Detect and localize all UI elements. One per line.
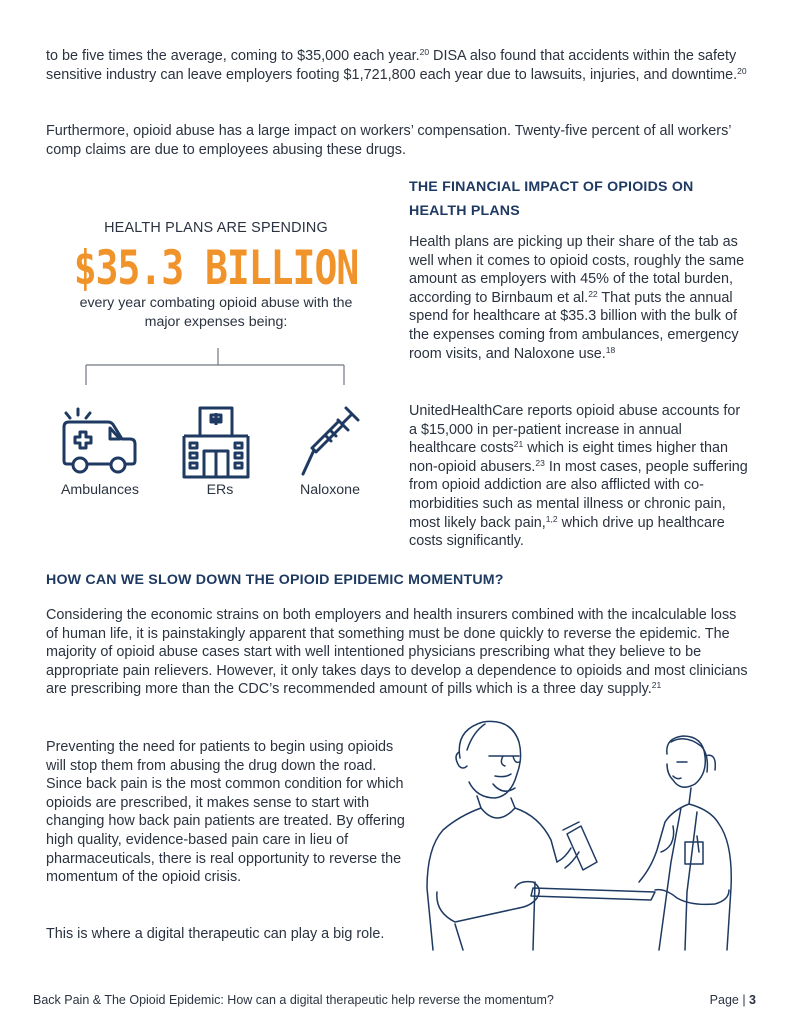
syringe-icon <box>298 402 364 478</box>
momentum-paragraph-3: This is where a digital therapeutic can play a big role. <box>46 926 385 942</box>
infographic-caption: HEALTH PLANS ARE SPENDING <box>104 220 328 236</box>
hospital-icon <box>180 405 252 481</box>
label-naloxone: Naloxone <box>300 482 360 498</box>
ambulance-icon <box>58 405 142 477</box>
footer-title: Back Pain & The Opioid Epidemic: How can a digital therapeutic help reverse the momentum? <box>33 993 554 1007</box>
infographic-subtitle: every year combating opioid abuse with the major expenses being: <box>79 295 353 330</box>
intro-paragraph-1: to be five times the average, coming to $35,000 each year.$^{20}$ DISA also found that accidents within the safety sensitive industry can leave employers footing $1,721,800 each year due to lawsuits, injuries, and downtime.$^{20}$ <box>46 47 747 83</box>
label-ambulances: Ambulances <box>60 482 140 498</box>
financial-paragraph-1: Health plans are picking up their share of the tab as well when it comes to opioid costs, roughly the same amount as employers with 45% of the total burden, according to Birnbaum et al.$^{22}$ That puts the annual spend for healthcare at $35.3 billion with the bulk of the expenses coming from ambulances, emergency room visits, and Naloxone use.$^{18}$ <box>409 234 745 362</box>
momentum-paragraph-1: Considering the economic strains on both employers and health insurers combined with the incalculable loss of human life, it is painstakingly apparent that something must be done quickly to reverse the epidemic. The majority of opioid abuse cases start with well intentioned physicians prescribing what they believe to be appropriate pain relievers. However, it only takes days to develop a dependence to opioids and most clinicians are prescribing more than the CDC’s recommended amount of pills which is a three day supply.$^{21}$ <box>46 607 748 698</box>
footer-page: Page | 3 <box>709 993 756 1007</box>
intro-paragraph-2: Furthermore, opioid abuse has a large impact on workers’ compensation. Twenty-five percent of all workers’ comp claims are due to employees abusing these drugs. <box>46 123 731 158</box>
patient-doctor-illustration <box>415 712 760 962</box>
bracket-connector <box>80 345 350 390</box>
label-ers: ERs <box>206 482 234 498</box>
momentum-paragraph-2: Preventing the need for patients to begin using opioids will stop them from abusing the drug down the road. Since back pain is the most common condition for which opioids are prescribed, it makes sense to start with changing how back pain patients are treated. By offering high quality, evidence-based pain care in lieu of pharmaceuticals, there is real opportunity to reverse the momentum of the opioid crisis. <box>46 739 405 886</box>
momentum-heading: HOW CAN WE SLOW DOWN THE OPIOID EPIDEMIC MOMENTUM? <box>46 572 504 588</box>
financial-impact-heading: THE FINANCIAL IMPACT OF OPIOIDS ON HEALTH PLANS <box>409 179 694 219</box>
financial-paragraph-2: UnitedHealthCare reports opioid abuse accounts for a $15,000 in per-patient increase in annual healthcare costs$^{21}$ which is eight times higher than non-opioid abusers.$^{23}$ In most cases, people suffering from opioid addiction are also afflicted with co-morbidities such as mental illness or chronic pain, most likely back pain,$^{1,2}$ which drive up healthcare costs significantly. <box>409 403 748 550</box>
infographic-amount: $35.3 BILLION <box>73 240 359 295</box>
page-number: 3 <box>749 993 756 1007</box>
